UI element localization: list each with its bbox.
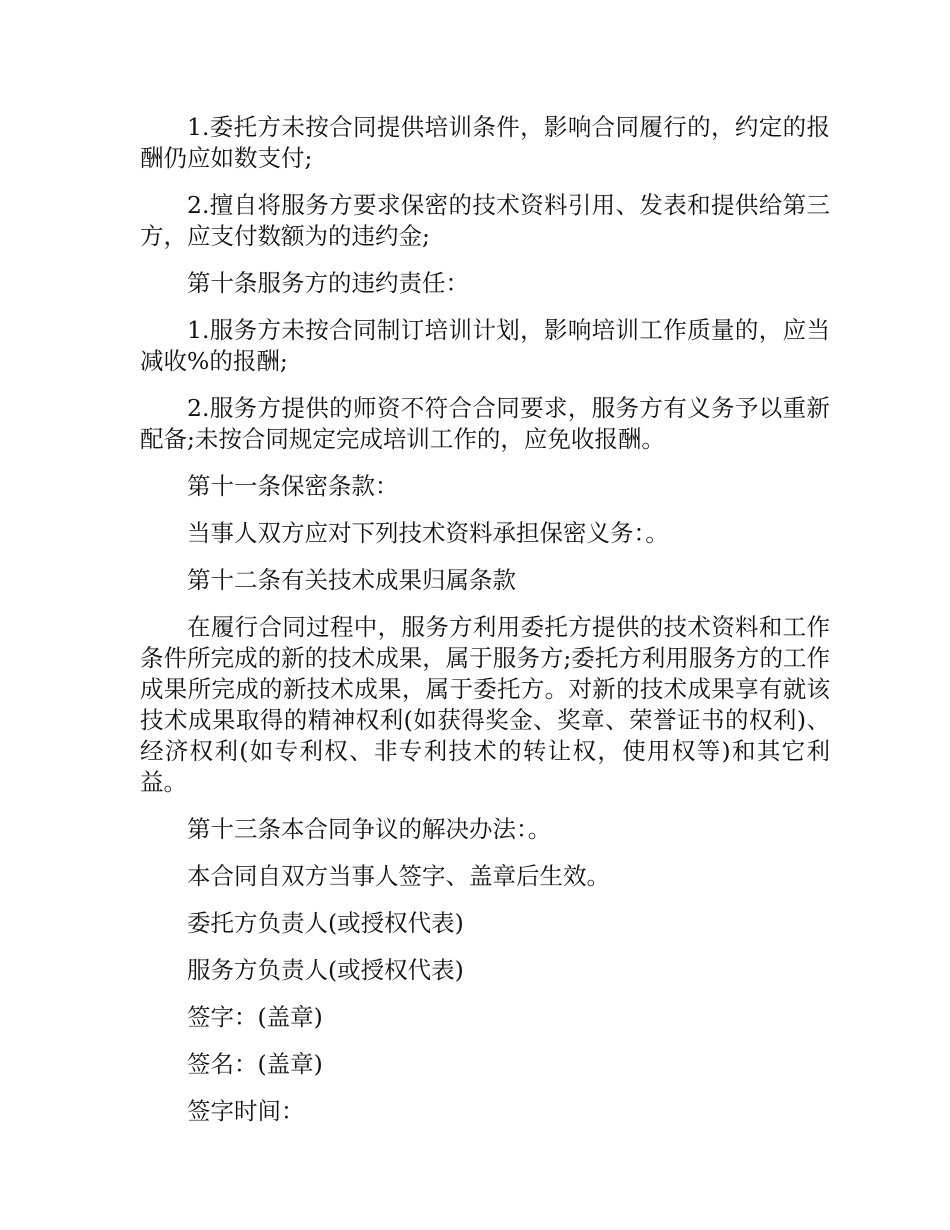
signature-date: 签字时间： xyxy=(187,1097,305,1125)
clause-11-body: 当事人双方应对下列技术资料承担保密义务：。 xyxy=(187,519,669,547)
provider-representative: 服务方负责人(或授权代表) xyxy=(187,956,464,984)
clause-13-heading: 第十三条本合同争议的解决办法：。 xyxy=(187,815,552,843)
clause-12-heading: 第十二条有关技术成果归属条款 xyxy=(187,566,516,594)
clause-12-body: 在履行合同过程中，服务方利用委托方提供的技术资料和工作条件所完成的新的技术成果，属于服务方;委托方利用服务方的工作成果所完成的新技术成果，属于委托方。对新的技术成果享有就该技术成果取得的精神权利(如获得奖金、奖章、荣誉证书的权利)、经济权利(如专利权、非专利技术的转让权，使用权等)和其它利益。 xyxy=(140,613,830,796)
effective-clause: 本合同自双方当事人签字、盖章后生效。 xyxy=(187,862,610,890)
clause-9-item-1: 1.委托方未按合同提供培训条件，影响合同履行的，约定的报酬仍应如数支付; xyxy=(140,113,830,172)
clause-9-item-2: 2.擅自将服务方要求保密的技术资料引用、发表和提供给第三方，应支付数额为的违约金; xyxy=(140,191,830,250)
clause-10-heading: 第十条服务方的违约责任： xyxy=(187,269,469,297)
signature-seal-1: 签字：(盖章) xyxy=(187,1003,323,1031)
document-page xyxy=(140,112,830,1143)
clause-10-item-1: 1.服务方未按合同制订培训计划，影响培训工作质量的，应当减收%的报酬; xyxy=(140,316,830,375)
clause-11-heading: 第十一条保密条款： xyxy=(187,472,399,500)
signature-seal-2: 签名：(盖章) xyxy=(187,1050,323,1078)
clause-10-item-2: 2.服务方提供的师资不符合合同要求，服务方有义务予以重新配备;未按合同规定完成培训工作的，应免收报酬。 xyxy=(140,394,830,453)
client-representative: 委托方负责人(或授权代表) xyxy=(187,909,464,937)
